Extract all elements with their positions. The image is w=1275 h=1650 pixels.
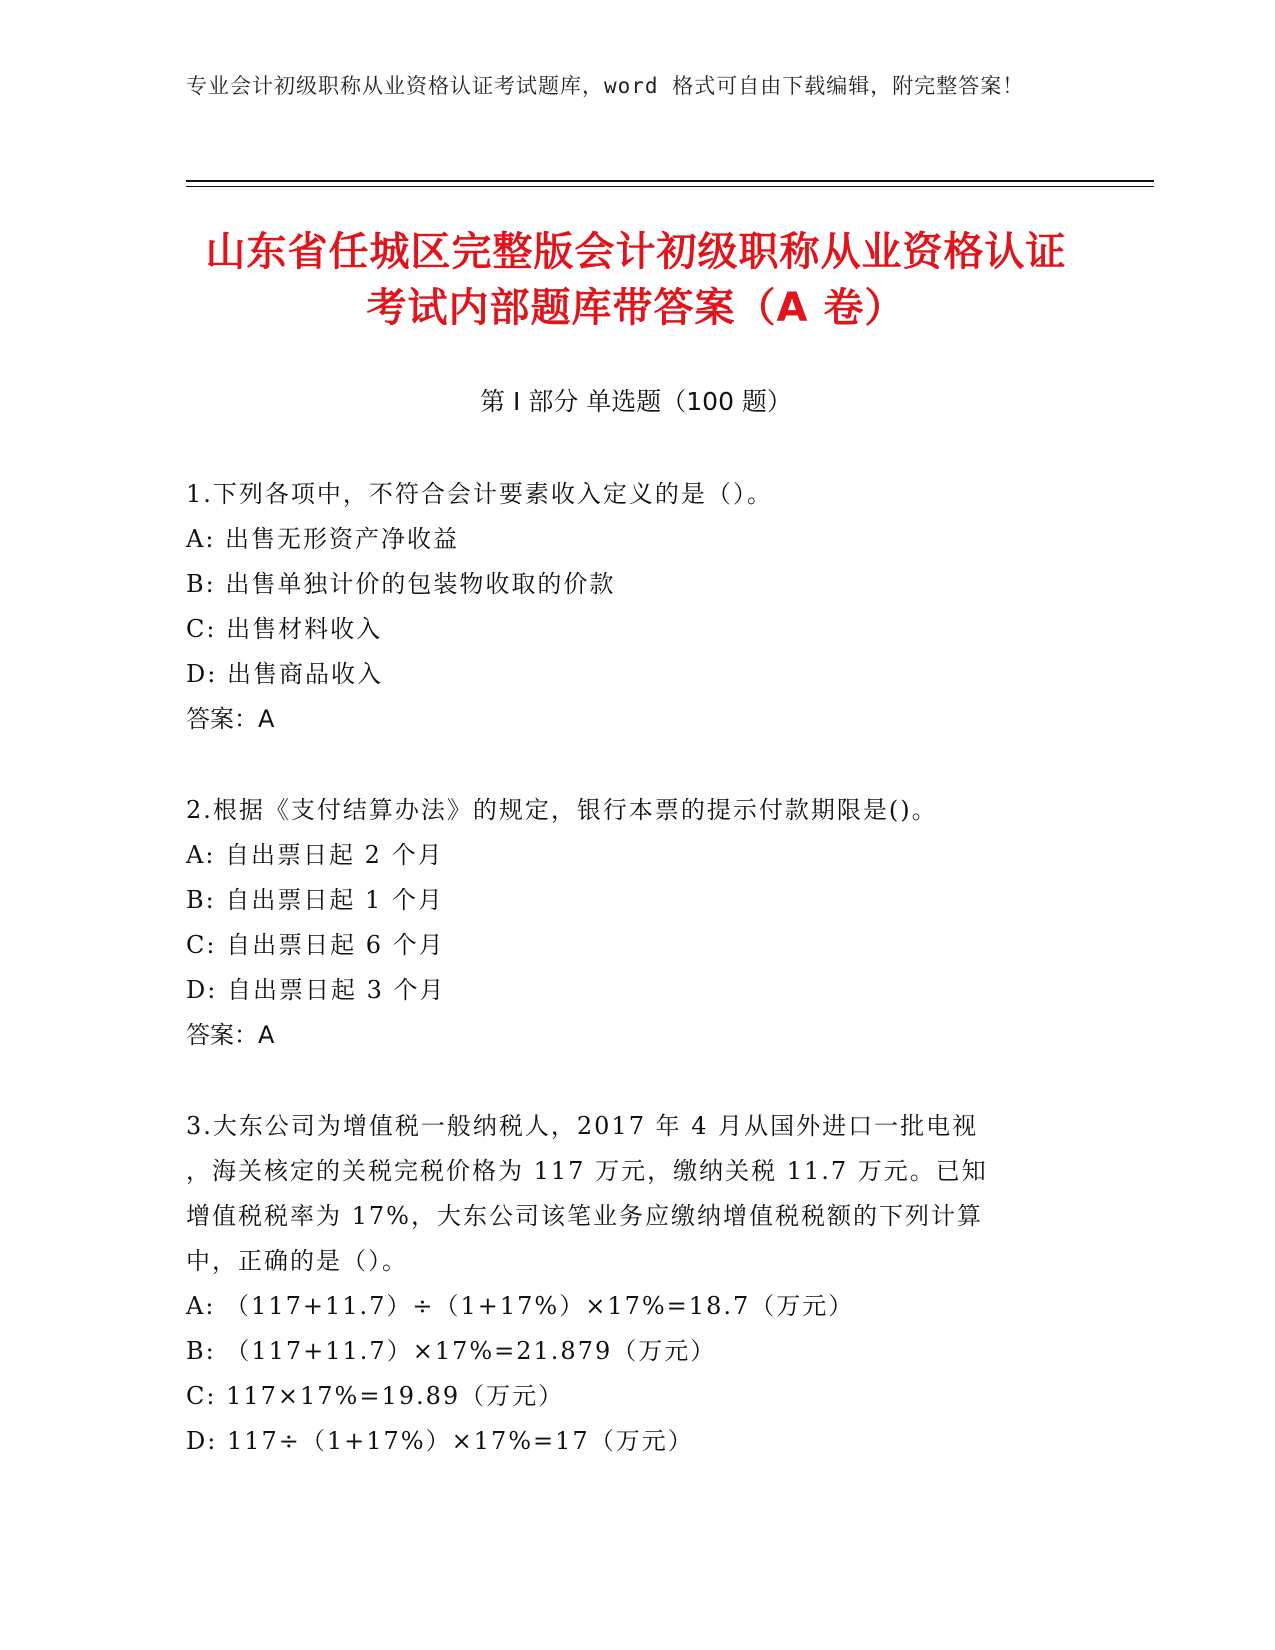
- question-stem-line: 中，正确的是（）。: [186, 1247, 408, 1275]
- option-a: A: 自出票日起 2 个月: [186, 841, 444, 869]
- question-stem-line: 增值税税率为 17%，大东公司该笔业务应缴纳增值税税额的下列计算: [186, 1202, 983, 1230]
- option-b: B: （117+11.7）×17%=21.879（万元）: [186, 1337, 717, 1365]
- header-rule-thick: [186, 180, 1154, 182]
- document-title: 山东省任城区完整版会计初级职称从业资格认证考试内部题库带答案（A 卷）: [205, 229, 1067, 331]
- option-d: D: 出售商品收入: [186, 660, 383, 688]
- option-c: C: 117×17%=19.89（万元）: [186, 1382, 565, 1410]
- header-note: 专业会计初级职称从业资格认证考试题库，word 格式可自由下载编辑，附完整答案！: [186, 74, 1025, 98]
- answer: 答案：A: [186, 705, 275, 733]
- section-heading: 第 I 部分 单选题（100 题）: [480, 387, 792, 416]
- option-d: D: 自出票日起 3 个月: [186, 976, 446, 1004]
- question-stem-line: ，海关核定的关税完税价格为 117 万元，缴纳关税 11.7 万元。已知: [186, 1157, 988, 1185]
- answer: 答案：A: [186, 1021, 275, 1049]
- option-d: D: 117÷（1+17%）×17%=17（万元）: [186, 1427, 694, 1455]
- option-b: B: 自出票日起 1 个月: [186, 886, 444, 914]
- option-c: C: 自出票日起 6 个月: [186, 931, 445, 959]
- question-stem: 1.下列各项中，不符合会计要素收入定义的是（）。: [186, 480, 773, 508]
- option-a: A: （117+11.7）÷（1+17%）×17%=18.7（万元）: [186, 1292, 855, 1320]
- option-b: B: 出售单独计价的包装物收取的价款: [186, 570, 616, 598]
- header-rule-thin: [186, 186, 1154, 187]
- question-3: [186, 1104, 1086, 1464]
- question-2: [186, 788, 1086, 1058]
- option-c: C: 出售材料收入: [186, 615, 383, 643]
- question-stem-line: 3.大东公司为增值税一般纳税人，2017 年 4 月从国外进口一批电视: [186, 1112, 979, 1140]
- option-a: A: 出售无形资产净收益: [186, 525, 460, 553]
- question-stem: 2.根据《支付结算办法》的规定，银行本票的提示付款期限是()。: [186, 796, 938, 824]
- question-1: [186, 472, 1086, 742]
